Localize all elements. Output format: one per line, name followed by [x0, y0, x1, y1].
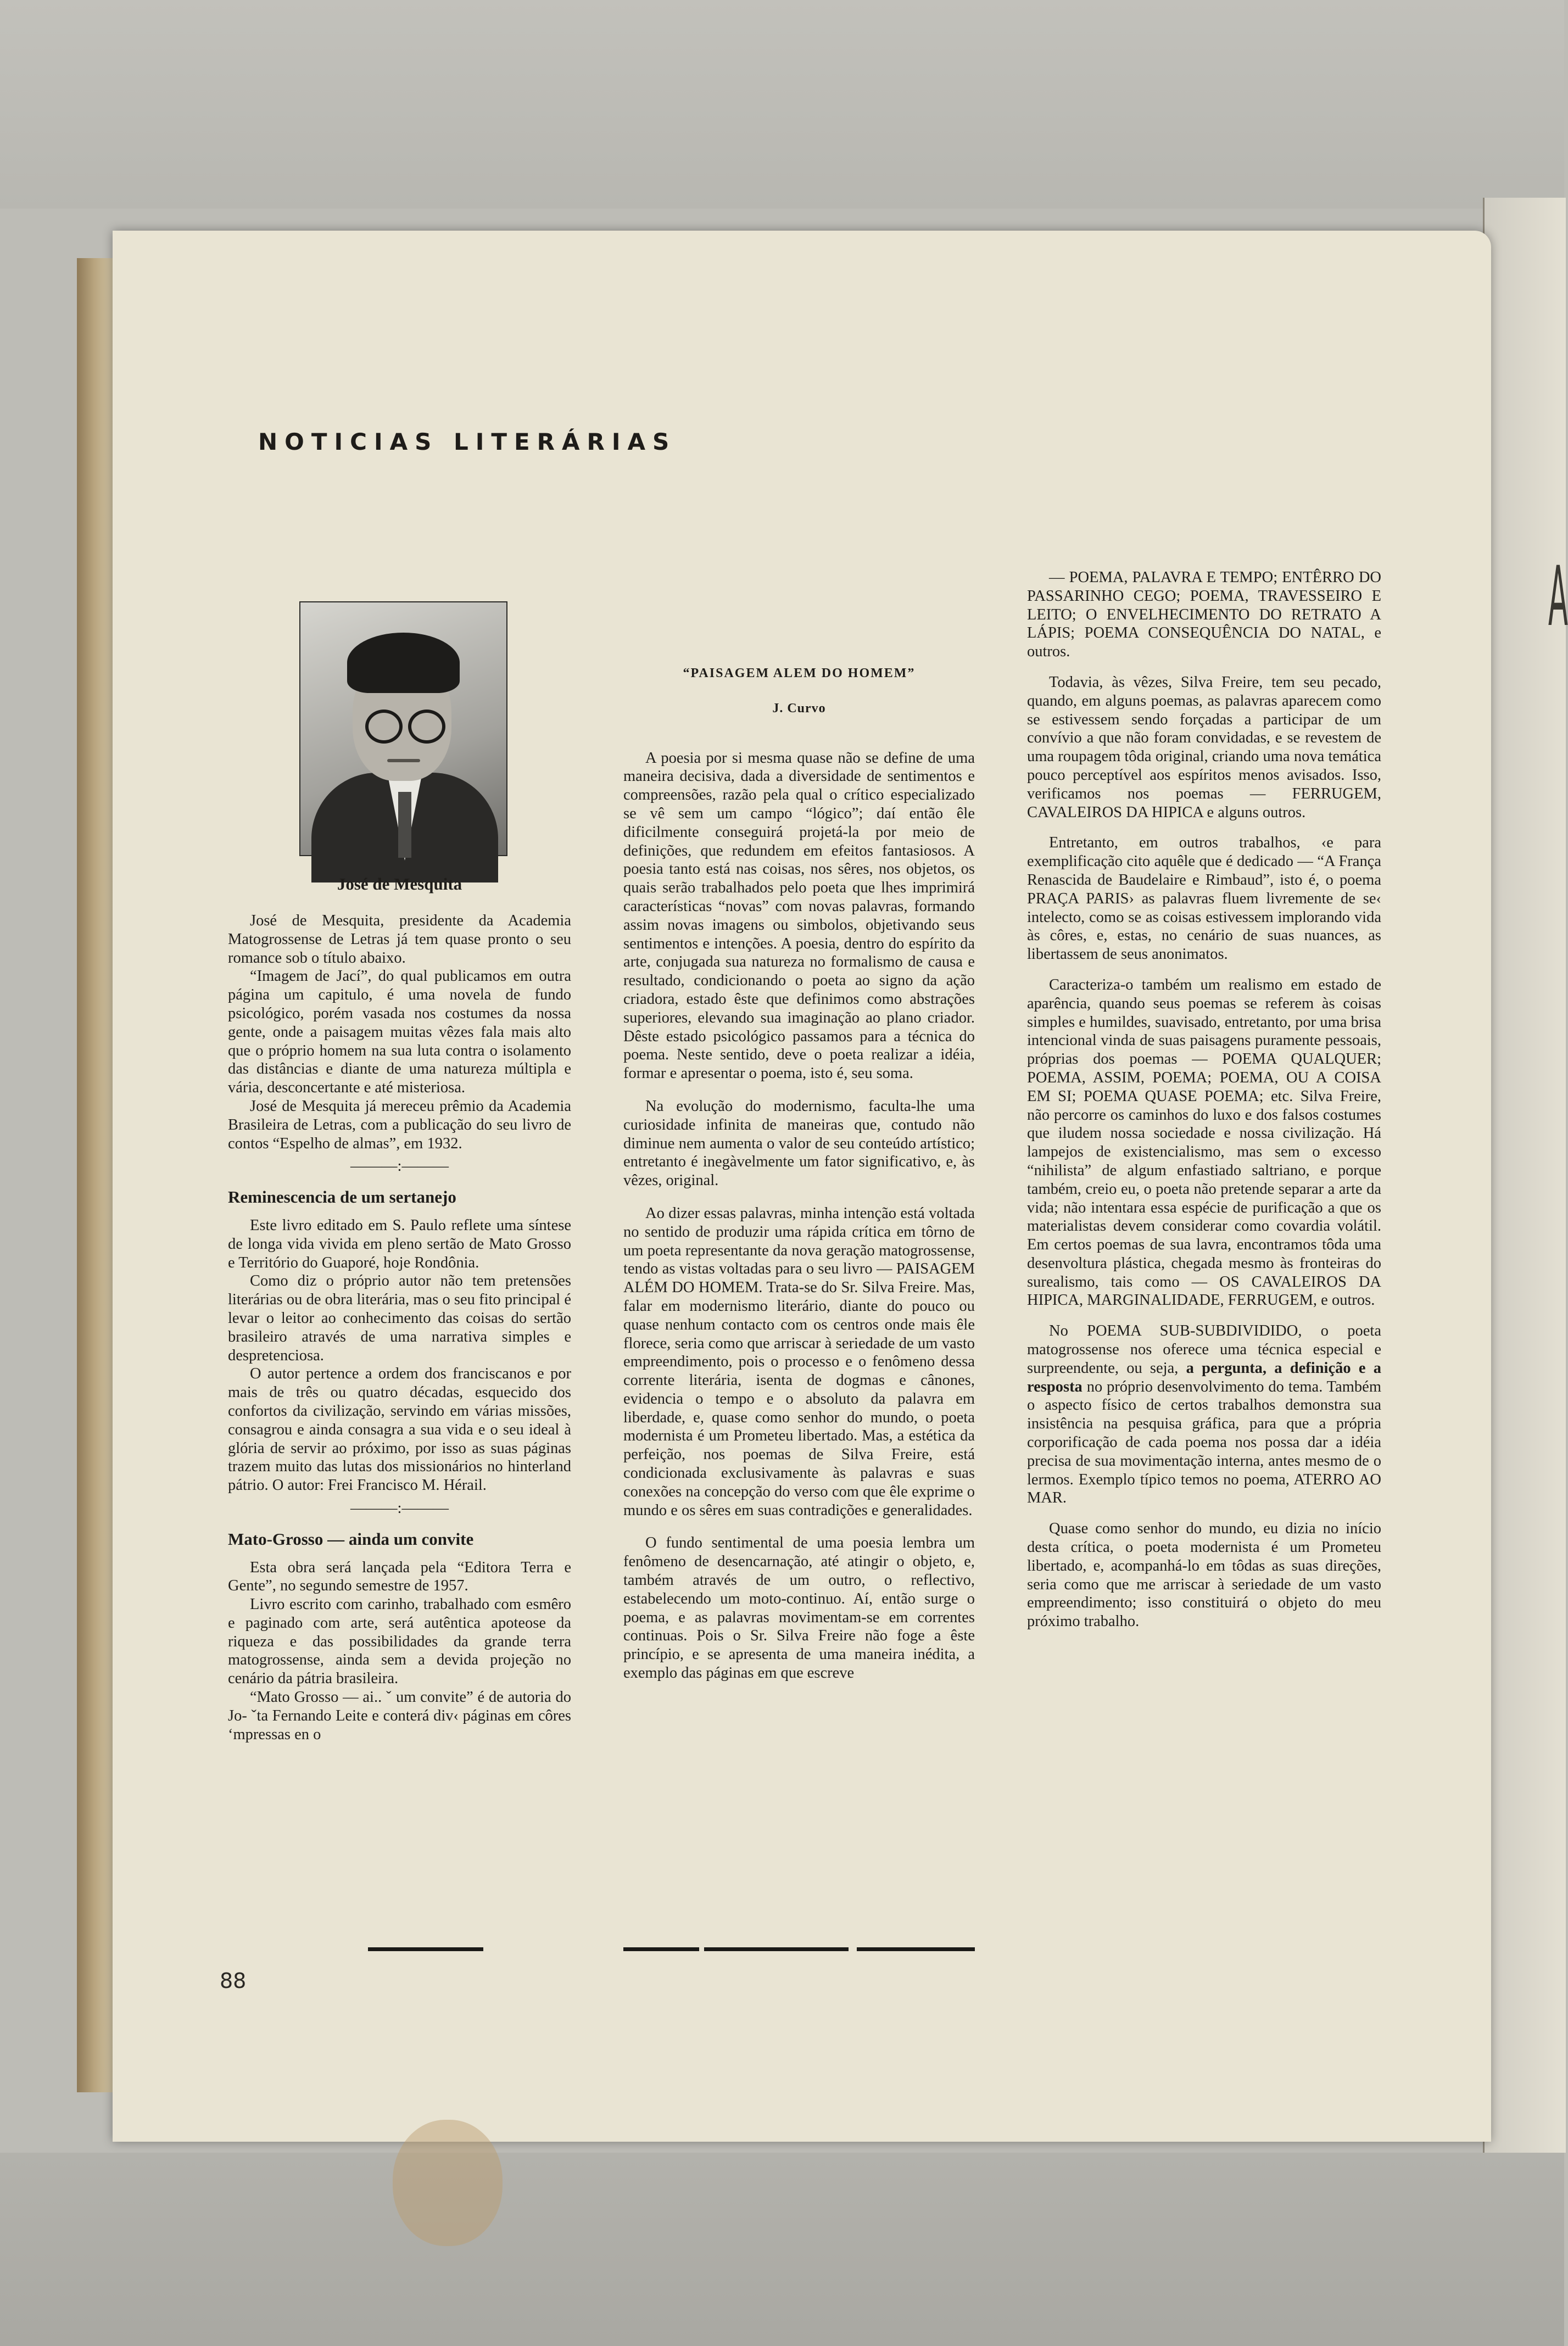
paragraph: Este livro editado em S. Paulo reflete uma síntese de longa vida vivida em pleno sertão de Mato Grosso e Território do Guaporé, hoje Rondônia.	[228, 1216, 571, 1271]
column-end-rule	[857, 1947, 975, 1951]
column-right	[1027, 568, 1381, 1631]
column-middle	[623, 664, 975, 1683]
next-page-edge	[1483, 198, 1566, 2153]
section-heading: NOTICIAS LITERÁRIAS	[258, 428, 677, 455]
paragraph: José de Mesquita, presidente da Academia Matogrossense de Letras já tem quase pronto o seu romance sob o título abaixo.	[228, 912, 571, 967]
paper-stain	[393, 2120, 503, 2246]
paragraph: O autor pertence a ordem dos franciscanos e por mais de três ou quatro décadas, esquecido dos confortos da civilização, servindo em várias missões, consagrou e ainda consagra a sua vida e o seu ideal à glória de servir ao próximo, por isso as suas páginas trazem muito das lutas dos missionários no hinterland pátrio. O autor: Frei Francisco M. Hérail.	[228, 1365, 571, 1494]
paragraph: Caracteriza-o também um realismo em estado de aparência, quando seus poemas se referem às coisas simples e humildes, suavisado, entretanto, por uma brisa intencional vinda de suas paisagens puramente pessoais, próprias dos poemas — POEMA QUALQUER; POEMA, ASSIM, POEMA; POEMA, OU A COISA EM SI; POEMA QUASE POEMA; etc. Silva Freire, não percorre os caminhos do luxo e dos falsos costumes que iludem nossa sociedade e nossa civilização. Há lampejos de existencialismo, mas sem o excesso “nihilista” de algum enfastiado saltriano, e porque também, creio eu, o poeta não pretende separar a arte da vida; não intentara essa espécie de purificação a que os materialistas devem considerar como covardia volátil. Em certos poemas de sua lavra, encontramos tôda uma desenvoltura plástica, chegada mesmo às fronteiras do surealismo, tais como — OS CAVALEIROS DA HIPICA, MARGINALIDADE, FERRUGEM, e outros.	[1027, 976, 1381, 1309]
paragraph: José de Mesquita já mereceu prêmio da Academia Brasileira de Letras, com a publicação do seu livro de contos “Espelho de almas”, em 1932.	[228, 1097, 571, 1152]
column-end-rule	[368, 1947, 483, 1951]
paragraph: Entretanto, em outros trabalhos, ‹e para exemplificação cito aquêle que é dedicado — “A França Renascida de Baudelaire e Rimbaud”, isto é, o poema PRAÇA PARIS› as palavras fluem livremente de se‹ intelecto, como se as coisas estivessem implorando vida às côres, e, estas, no cenário de suas nuances, as libertassem de seus anonimatos.	[1027, 834, 1381, 963]
paragraph: O fundo sentimental de uma poesia lembra um fenômeno de desencarnação, até atingir o objeto, e, também através de um outro, o reflectivo, estabelecendo um moto-continuo. Aí, então surge o poema, e as palavras movimentam-se em correntes continuas. Pois o Sr. Silva Freire não foge a êste princípio, e se apresenta de uma maneira inédita, a exemplo das páginas em que escreve	[623, 1534, 975, 1682]
subheading-mato-grosso: Mato-Grosso — ainda um convite	[228, 1529, 474, 1549]
paragraph: — POEMA, PALAVRA E TEMPO; ENTÊRRO DO PASSARINHO CEGO; POEMA, TRAVESSEIRO E LEITO; O ENVELHECIMENTO DO RETRATO A LÁPIS; POEMA CONSEQUÊNCIA DO NATAL, e outros.	[1027, 569, 1381, 661]
paragraph: “Imagem de Jací”, do qual publicamos em outra página um capitulo, é uma novela de fundo psicológico, porém vasada nos costumes da nossa gente, onde a paisagem muitas vêzes fala mais alto que o próprio homem na sua luta contra o isolamento das distâncias e diante de uma natureza múltipla e vária, desconcertante e até misteriosa.	[228, 968, 571, 1097]
page-number: 88	[220, 1969, 247, 1993]
paragraph: Quase como senhor do mundo, eu dizia no início desta crítica, o poeta modernista é um Prometeu libertado, e, acompanhá-lo em tôdas as suas direções, seria como que me arriscar à seriedade de um vasto empreendimento; isso constituirá o objeto do meu próximo trabalho.	[1027, 1520, 1381, 1630]
author-portrait	[299, 601, 507, 856]
column-end-rule	[623, 1947, 699, 1951]
article-title: “PAISAGEM ALEM DO HOMEM”	[683, 666, 916, 680]
separator: ———:———	[350, 1158, 449, 1175]
paragraph-text: No POEMA SUB-SUBDIVIDIDO, o poeta matogrossense nos oferece uma técnica especial e surpreendente, ou seja,	[1027, 1322, 1381, 1377]
paragraph: “Mato Grosso — ai.. ˇ um convite” é de autoria do Jo‑ ˇta Fernando Leite e conterá div‹ páginas em côres ‘mpressas en o	[228, 1689, 571, 1743]
paragraph-text: no próprio desenvolvimento do tema. Também o aspecto físico de certos trabalhos demonstra sua insistência na pesquisa gráfica, para que a própria corporificação de cada poema nos possa dar a idéia precisa de sua movimentação interna, antes mesmo de o lermos. Exemplo típico temos no poema, ATERRO AO MAR.	[1027, 1378, 1381, 1507]
paragraph: Livro escrito com carinho, trabalhado com esmêro e paginado com arte, será autêntica apoteose da riqueza e das possibilidades da grande terra matogrossense, ainda sem a devida projeção no cenário da pátria brasileira.	[228, 1596, 571, 1688]
portrait-caption: José de Mesquita	[337, 874, 462, 893]
column-end-rule	[704, 1947, 849, 1951]
subheading-reminescencia: Reminescencia de um sertanejo	[228, 1187, 456, 1207]
column-left	[228, 912, 571, 1744]
backdrop-top	[0, 0, 1564, 209]
separator: ———:———	[350, 1499, 449, 1517]
paragraph: Todavia, às vêzes, Silva Freire, tem seu pecado, quando, em alguns poemas, as palavras aparecem como se estivessem sendo forçadas a participar de um convívio a que não foram convidadas, e se revestem de uma roupagem tôda original, criando uma nova temática pouco perceptível aos espíritos menos avisados. Isso, verificamos nos poemas — FERRUGEM, CAVALEIROS DA HIPICA e alguns outros.	[1027, 673, 1381, 821]
paragraph	[1027, 1322, 1381, 1507]
emphasis-text: a pergunta, a definição e a resposta	[1027, 1359, 1381, 1395]
backdrop-bottom	[0, 2153, 1564, 2346]
paragraph: Esta obra será lançada pela “Editora Terra e Gente”, no segundo semestre de 1957.	[228, 1559, 571, 1595]
next-page-glyph: A	[1548, 549, 1568, 645]
paragraph: Ao dizer essas palavras, minha intenção está voltada no sentido de produzir uma rápida crítica em tôrno de um poeta representante da nova geração matogrossense, tendo as vistas voltadas para o seu livro — PAISAGEM ALÉM DO HOMEM. Trata-se do Sr. Silva Freire. Mas, falar em modernismo literário, diante do pouco ou quase nenhum contacto com os centros onde mais êle florece, seria como que arriscar à seriedade de um vasto empreendimento, pois o processo e o fenômeno dessa corrente literária, isenta de dogmas e cânones, evidencia o tempo e o absoluto da palavra em liberdade, e, quase como senhor do mundo, o poeta modernista é um Prometeu libertado. Mas, a estética da perfeição, nos poemas de Silva Freire, está condicionada exclusivamente às palavras e suas conexões na concepção do verso com que êle exprime o mundo e os sêres em suas contradições e generalidades.	[623, 1204, 975, 1519]
paragraph: A poesia por si mesma quase não se define de uma maneira decisiva, dada a diversidade de sentimentos e compreensões, razão pela qual o crítico especializado se vê sem um campo “lógico”; daí então êle dificilmente conseguirá projetá-la por meio de definições, que redundem em efeitos fantasiosos. A poesia tanto está nas coisas, nos sêres, nos objetos, os quais serão trabalhados pelo poeta que lhes imprimirá características “novas” com novas palavras, formando assim novas imagens ou simbolos, objetivando seus sentimentos e intenções. A poesia, dentro do espírito da arte, conjugada sua natureza no formalismo de causa e resultado, condicionando o poeta ao signo da ação criadora, estado êste que definimos como abstrações superiores, elevando sua imaginação ao plano criador. Dêste estado psicológico passamos para a técnica do poema. Neste sentido, deve o poeta realizar a idéia, formar e apresentar o poema, isto é, seu soma.	[623, 749, 975, 1082]
paragraph: Na evolução do modernismo, faculta-lhe uma curiosidade infinita de maneiras que, contudo não diminue nem aumenta o valor de seu conteúdo artístico; entretanto é inegàvelmente um fator significativo, e, às vêzes, original.	[623, 1097, 975, 1189]
article-author: J. Curvo	[772, 701, 826, 716]
paragraph: Como diz o próprio autor não tem pretensões literárias ou de obra literária, mas o seu fito principal é levar o leitor ao conhecimento das coisas do sertão brasileiro através de uma narrativa simples e despretenciosa.	[228, 1272, 571, 1364]
